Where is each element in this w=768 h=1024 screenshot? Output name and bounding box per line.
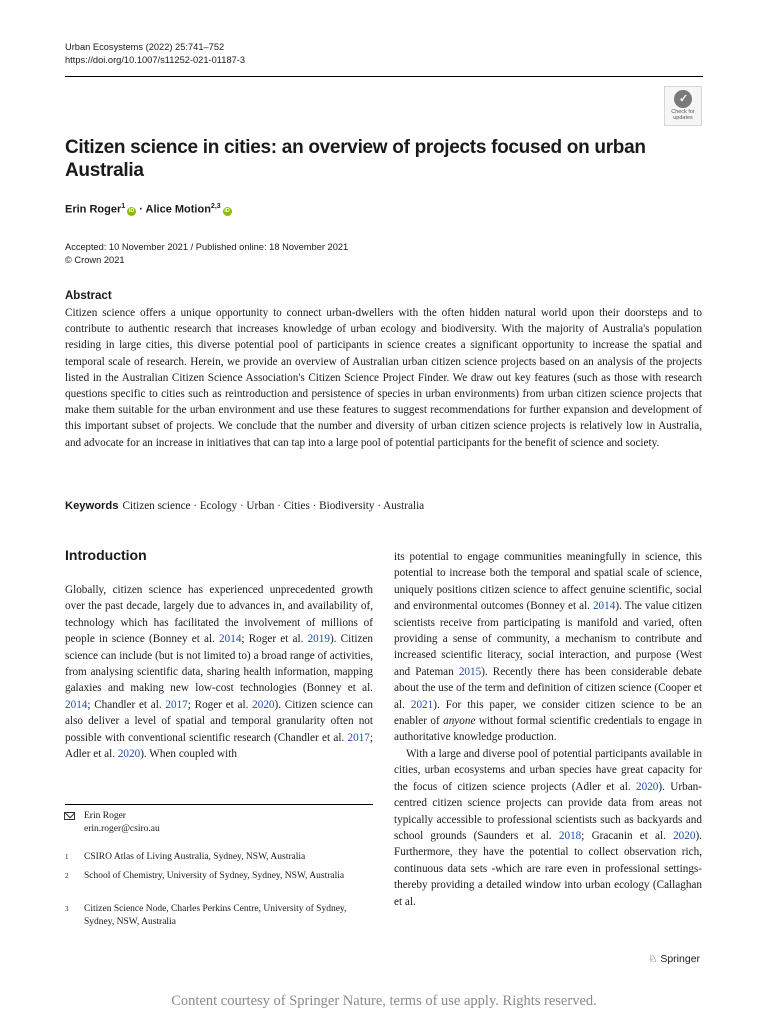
journal-citation: Urban Ecosystems (2022) 25:741–752 bbox=[65, 42, 225, 52]
citation-link[interactable]: 2021 bbox=[410, 698, 434, 711]
body-column-right bbox=[394, 549, 702, 910]
publisher-name: Springer bbox=[660, 953, 701, 965]
citation-link[interactable]: 2019 bbox=[307, 633, 330, 646]
keywords-line bbox=[65, 500, 424, 512]
affiliation-1: CSIRO Atlas of Living Australia, Sydney, NSW, Australia bbox=[84, 852, 306, 862]
courtesy-notice: Content courtesy of Springer Nature, terms of use apply. Rights reserved. bbox=[171, 993, 597, 1009]
citation-link[interactable]: 2014 bbox=[219, 633, 242, 646]
citation-link[interactable]: 2014 bbox=[65, 698, 88, 711]
orcid-icon[interactable]: iD bbox=[224, 207, 230, 214]
abstract-heading: Abstract bbox=[65, 290, 112, 302]
affiliation-3: Citizen Science Node, Charles Perkins Centre, University of Sydney, Sydney, NSW, Australia bbox=[84, 904, 347, 927]
section-heading-introduction: Introduction bbox=[65, 547, 147, 563]
citation-link[interactable]: 2017 bbox=[165, 698, 188, 711]
publication-dates: Accepted: 10 November 2021 / Published online: 18 November 2021 bbox=[65, 242, 349, 252]
citation-link[interactable]: 2017 bbox=[347, 731, 370, 744]
author-name[interactable]: Erin Roger bbox=[65, 203, 122, 216]
keywords-label: Keywords bbox=[65, 500, 119, 512]
check-updates-icon: ✓ bbox=[674, 90, 692, 108]
affiliation-sup: 2,3 bbox=[210, 203, 221, 210]
keywords-list: Citizen science · Ecology · Urban · Cities · Biodiversity · Australia bbox=[122, 500, 425, 512]
affiliation-2: School of Chemistry, University of Sydney, Sydney, NSW, Australia bbox=[84, 871, 345, 881]
affiliation-number: 1 bbox=[65, 853, 69, 861]
header-divider bbox=[65, 76, 703, 77]
abstract-body: Citizen science offers a unique opportunity to connect urban-dwellers with the often hidden natural world upon their doorsteps and to contribute to authentic research that increases knowledge of urban ecology and biodiversity. With the majority of Australia's population residing in large cities, this diverse potential pool of participants in science creates a significant opportunity to increase the spatial and temporal scale of research. Herein, we provide an overview of Australian urban citizen science projects based on an analysis of the projects listed in the Australian Citizen Science Association's Citizen Science Project Finder. We draw out key features (such as those with research questions specific to cities such as reintroduction and persistence of species in urban environments) from urban citizen science projects that make them suitable for the urban environment and use these features to suggest recommendations for further expansion and development of this important subset of projects. We conclude that the number and diversity of urban citizen science projects is relatively low in Australia, and advocate for an increase in initiatives that can tap into a large pool of potential participants for the benefit of science and society. bbox=[65, 307, 702, 449]
citation-link[interactable]: 2014 bbox=[592, 600, 616, 613]
paragraph: With a large and diverse pool of potential participants available in cities, urban ecosystems and urban species have great capacity for the focus of citizen science projects (Adler et al. 2020). Urban-centred citizen science projects can provide data from areas not typically accessible to professional scientists such as backyards and school grounds (Saunders et al. 2018; Gracanin et al. 2020). Furthermore, they have the potential to collect observation rich, continuous data sets -which are rare even in professional settings- thereby providing a detailed window into urban ecology (Callaghan et al. bbox=[394, 747, 702, 908]
mail-icon bbox=[64, 812, 75, 820]
copyright-line: © Crown 2021 bbox=[65, 255, 125, 265]
citation-link[interactable]: 2020 bbox=[252, 698, 275, 711]
paragraph-text-split: ). When coupled with bbox=[140, 748, 237, 761]
corresponding-name: Erin Roger bbox=[84, 811, 126, 821]
author-separator: · bbox=[139, 203, 143, 216]
orcid-icon[interactable]: iD bbox=[128, 207, 135, 214]
author-name[interactable]: Alice Motion bbox=[145, 203, 211, 216]
article-title: Citizen science in cities: an overview of projects focused on urban Australia bbox=[65, 137, 646, 181]
check-for-updates-button[interactable] bbox=[664, 86, 702, 126]
citation-link[interactable]: 2018 bbox=[558, 829, 582, 842]
check-updates-label: Check for updates bbox=[671, 109, 695, 121]
citation-link[interactable]: 2020 bbox=[673, 829, 696, 842]
citation-link[interactable]: 2020 bbox=[117, 748, 141, 761]
publisher-logo bbox=[648, 953, 700, 965]
emphasis-text: anyone bbox=[443, 715, 476, 728]
corresponding-author bbox=[84, 810, 364, 835]
paragraph-continuation: its potential to engage communities meaningfully in science, this potential to increase both the temporal and spatial scale of science, uniquely positions citizen science to affect genuine scientific, social and environmental outcomes (Bonney et al. 2014). The value citizen scientists receive from participating is manifold and varied, often providing a sense of community, a mechanism to contribute and increased scientific literacy, social interaction, and purpose (West and Pateman 2015). Recently there has been considerable debate about the use of the term and definition of citizen science (Cooper et al. 2021). For this paper, we consider citizen science to be an enabler of anyone without formal scientific credentials to engage in authoritative knowledge production. bbox=[394, 551, 702, 744]
paragraph: Globally, citizen science has experienced unprecedented growth over the past decade, largely due to advances in, and availability of, technology which has facilitated the involvement of millions of people in science (Bonney et al. 2014; Roger et al. 2019). Citizen science can include (but is not limited to) a broad range of activities, from analysing scientific data, sharing health information, mapping galaxies and making new low-cost technologies (Bonney et al. 2014; Chandler et al. 2017; Roger et al. 2020). Citizen science can also deliver a level of spatial and temporal granularity often not possible with conventional scientific research (Chandler et al. 2017; Adler et al. 2020). When coupled with bbox=[65, 584, 373, 761]
affiliation-number: 2 bbox=[65, 872, 69, 880]
paragraph-text-split: its potential to engage communities meaningfully in science, this potential to increase both the temporal and spatial scale of science, uniquely positions citizen science to affect genuine scientific, social and environmental outcomes (Bonney et al. bbox=[394, 551, 702, 613]
author-list bbox=[65, 203, 232, 216]
citation-link[interactable]: 2015 bbox=[458, 665, 482, 678]
email-link[interactable]: erin.roger@csiro.au bbox=[84, 823, 160, 834]
footnote-divider bbox=[65, 804, 373, 805]
springer-horse-icon: ♘ bbox=[648, 953, 658, 965]
affiliation-sup: 1 bbox=[121, 203, 126, 210]
affiliation-number: 3 bbox=[65, 905, 69, 913]
citation-link[interactable]: 2020 bbox=[636, 780, 659, 793]
doi-link[interactable]: https://doi.org/10.1007/s11252-021-01187-3 bbox=[65, 55, 246, 65]
body-column-left bbox=[65, 582, 373, 762]
